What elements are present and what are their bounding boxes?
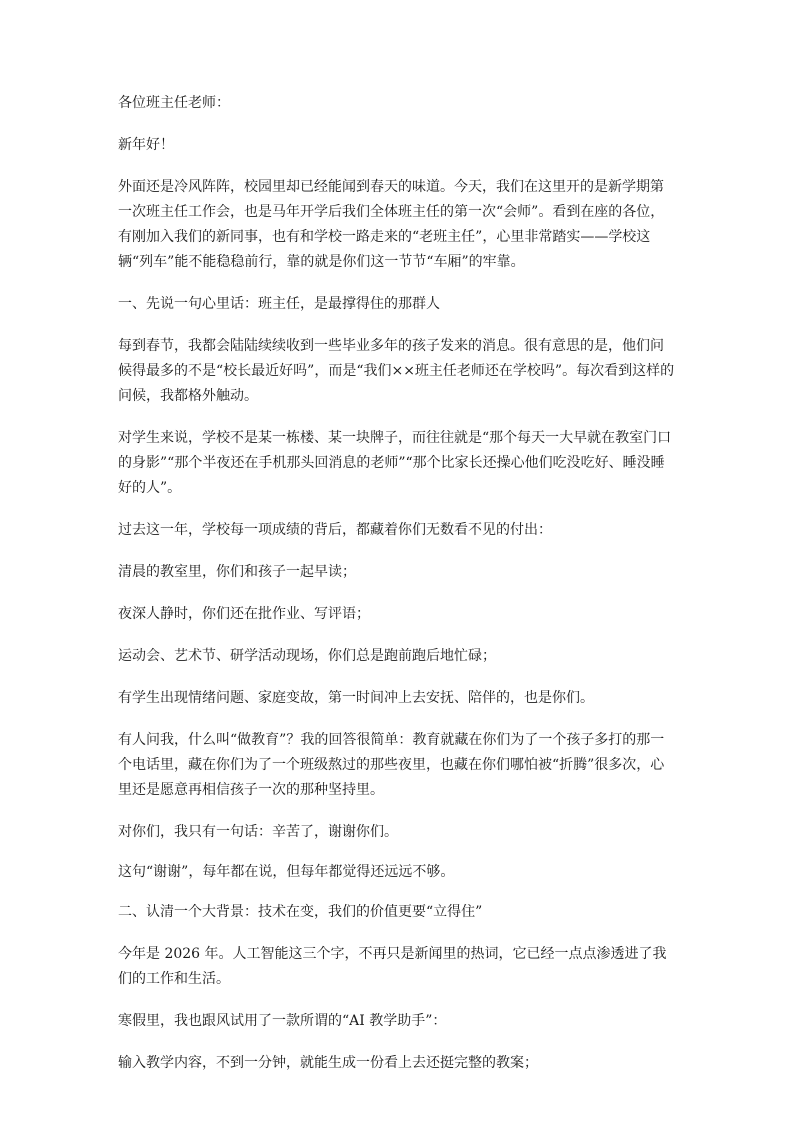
list-line: 夜深人静时，你们还在批作业、写评语； bbox=[118, 606, 370, 622]
greeting: 新年好！ bbox=[118, 137, 174, 153]
paragraph: 今年是 2026 年。人工智能这三个字，不再只是新闻里的热词，它已经一点点渗透进了我们的工作和生活。 bbox=[118, 946, 667, 987]
section-heading: 二、认清一个大背景：技术在变，我们的价值更要“立得住” bbox=[118, 904, 483, 920]
list-line: 输入教学内容，不到一分钟，就能生成一份看上去还挺完整的教案； bbox=[118, 1055, 538, 1071]
paragraph: 对学生来说，学校不是某一栋楼、某一块牌子，而往往就是“那个每天一大早就在教室门口的身影”“那个半夜还在手机那头回消息的老师”“那个比家长还操心他们吃没吃好、睡没睡好的人”。 bbox=[118, 430, 672, 496]
paragraph: 这句“谢谢”，每年都在说，但每年都觉得还远远不够。 bbox=[118, 864, 455, 880]
salutation: 各位班主任老师： bbox=[118, 95, 230, 111]
list-line: 清晨的教室里，你们和孩子一起早读； bbox=[118, 564, 356, 580]
list-line: 运动会、艺术节、研学活动现场，你们总是跑前跑后地忙碌； bbox=[118, 648, 496, 664]
paragraph: 寒假里，我也跟风试用了一款所谓的“AI 教学助手”： bbox=[118, 1013, 447, 1029]
list-line: 有学生出现情绪问题、家庭变故，第一时间冲上去安抚、陪伴的，也是你们。 bbox=[118, 690, 594, 706]
section-heading: 一、先说一句心里话：班主任，是最撑得住的那群人 bbox=[118, 296, 440, 312]
paragraph: 过去这一年，学校每一项成绩的背后，都藏着你们无数看不见的付出： bbox=[118, 522, 552, 538]
paragraph: 外面还是冷风阵阵，校园里却已经能闻到春天的味道。今天，我们在这里开的是新学期第一次班主任工作会，也是马年开学后我们全体班主任的第一次“会师”。看到在座的各位，有刚加入我们的新同事，也有和学校一路走来的“老班主任”，心里非常踏实——学校这辆“列车”能不能稳稳前行，靠的就是你们这一节节“车厢”的牢靠。 bbox=[118, 179, 665, 270]
paragraph: 有人问我，什么叫“做教育”？我的回答很简单：教育就藏在你们为了一个孩子多打的那一个电话里，藏在你们为了一个班级熬过的那些夜里，也藏在你们哪怕被“折腾”很多次，心里还是愿意再相信孩子一次的那种坚持里。 bbox=[118, 732, 665, 798]
paragraph: 对你们，我只有一句话：辛苦了，谢谢你们。 bbox=[118, 824, 398, 840]
paragraph: 每到春节，我都会陆陆续续收到一些毕业多年的孩子发来的消息。很有意思的是，他们问候得最多的不是“校长最近好吗”，而是“我们××班主任老师还在学校吗”。每次看到这样的问候，我都格外触动。 bbox=[118, 338, 675, 404]
